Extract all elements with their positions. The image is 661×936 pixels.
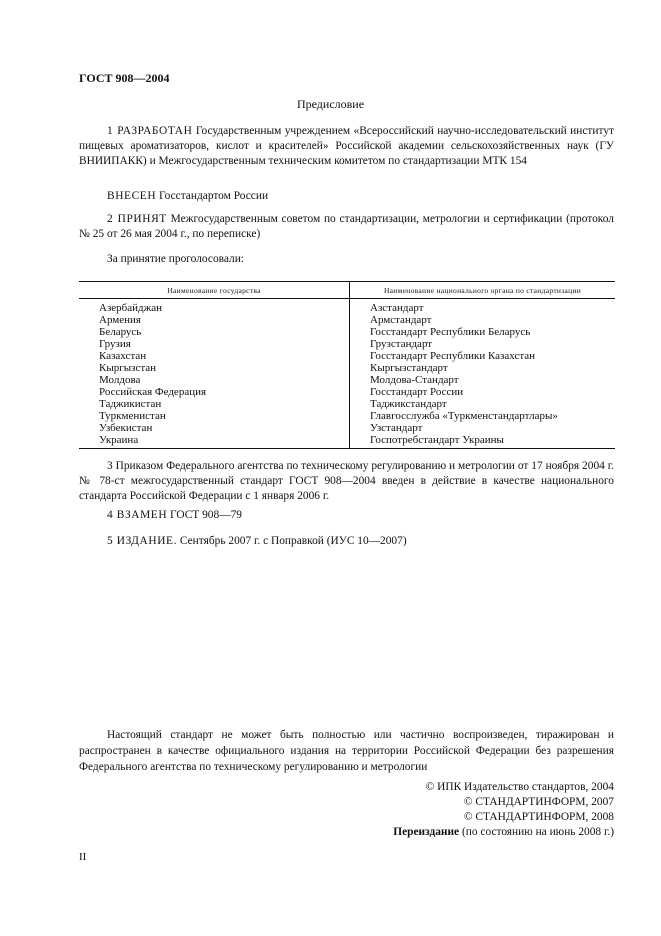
paragraph-text: ГОСТ 908—79 <box>167 509 242 521</box>
copyright-line: © ИПК Издательство стандартов, 2004 <box>425 781 614 793</box>
body-name: Таджикстандарт <box>370 398 447 410</box>
copyright-notice: Настоящий стандарт не может быть полностью или частично воспроизведен, тиражирован и распространен в качестве официального издания на территории Российской Федерации без разрешения Федерального агентства по техническому регулированию и метрологии <box>79 729 614 773</box>
copyright-line: © СТАНДАРТИНФОРМ, 2007 <box>463 796 614 808</box>
body-name: Кыргызстандарт <box>370 362 448 374</box>
section-title: Предисловие <box>296 97 365 111</box>
states-column <box>79 299 350 449</box>
paragraph-lead: 1 РАЗРАБОТАН <box>107 125 193 137</box>
state-name: Туркменистан <box>99 410 166 422</box>
paragraph-text: Межгосударственным советом по стандартизации, метрологии и сертификации (протокол № 25 от 26 мая 2004 г., по переписке) <box>79 213 614 240</box>
state-name: Армения <box>99 314 141 326</box>
state-name: Узбекистан <box>99 422 153 434</box>
copyright-line: © СТАНДАРТИНФОРМ, 2008 <box>463 811 614 823</box>
table-header-row <box>79 282 615 299</box>
vote-intro: За принятие проголосовали: <box>107 253 244 265</box>
state-name: Молдова <box>99 374 141 386</box>
vote-table <box>79 281 615 449</box>
copyright-block <box>393 780 614 840</box>
body-name: Главгосслужба «Туркменстандартлары» <box>370 410 558 422</box>
reissue-text: (по состоянию на июнь 2008 г.) <box>459 826 614 838</box>
body-name: Госстандарт России <box>370 386 464 398</box>
reissue-lead: Переиздание <box>393 826 460 838</box>
body-name: Армстандарт <box>370 314 432 326</box>
state-name: Казахстан <box>99 350 147 362</box>
paragraph-lead: 5 ИЗДАНИЕ. <box>107 535 178 547</box>
body-name: Госстандарт Республики Казахстан <box>370 350 536 362</box>
body-name: Госстандарт Республики Беларусь <box>370 326 531 338</box>
body-name: Узстандарт <box>370 422 423 434</box>
body-name: Госпотребстандарт Украины <box>370 434 504 446</box>
paragraph-replaces <box>79 508 614 523</box>
state-name: Азербайджан <box>99 302 163 314</box>
reissue-line <box>393 825 614 840</box>
paragraph-lead: ВНЕСЕН <box>107 190 157 202</box>
body-name: Азстандарт <box>370 302 424 314</box>
state-name: Грузия <box>99 338 131 350</box>
paragraph-lead: 4 ВЗАМЕН <box>107 509 168 521</box>
paragraph-text: Сентябрь 2007 г. с Поправкой (ИУС 10—2007) <box>177 535 407 547</box>
paragraph-text: Государственным учреждением «Всероссийский научно-исследовательский институт пищевых ароматизаторов, кислот и красителей» Российской академии сельскохозяйственных наук (ГУ ВНИИПАКК) и Межгосударственным техническим комитетом по стандартизации МТК 154 <box>79 125 614 167</box>
state-name: Украина <box>99 434 139 446</box>
body-name: Грузстандарт <box>370 338 433 350</box>
state-name: Российская Федерация <box>99 386 207 398</box>
state-name: Таджикистан <box>99 398 162 410</box>
column-header-body: Наименование национального органа по стандартизации <box>350 282 616 299</box>
document-header: ГОСТ 908—2004 <box>79 71 170 85</box>
body-name: Молдова-Стандарт <box>370 374 459 386</box>
column-header-state: Наименование государства <box>79 282 350 299</box>
state-name: Кыргызстан <box>99 362 157 374</box>
paragraph-text: Госстандартом России <box>156 190 269 202</box>
table-row <box>79 299 615 449</box>
bodies-column <box>350 299 616 449</box>
paragraph-developed <box>79 124 614 169</box>
paragraph-adopted <box>79 212 614 242</box>
state-name: Беларусь <box>99 326 142 338</box>
paragraph-introduced <box>79 189 614 204</box>
page-number: II <box>79 851 87 863</box>
paragraph-edition <box>79 534 614 549</box>
paragraph-lead: 2 ПРИНЯТ <box>107 213 167 225</box>
paragraph-enacted: 3 Приказом Федерального агентства по техническому регулированию и метрологии от 17 ноября 2004 г. № 78-ст межгосударственный стандарт ГОСТ 908—2004 введен в действие в качестве национального стандарта Российской Федерации с 1 января 2006 г. <box>79 460 614 502</box>
